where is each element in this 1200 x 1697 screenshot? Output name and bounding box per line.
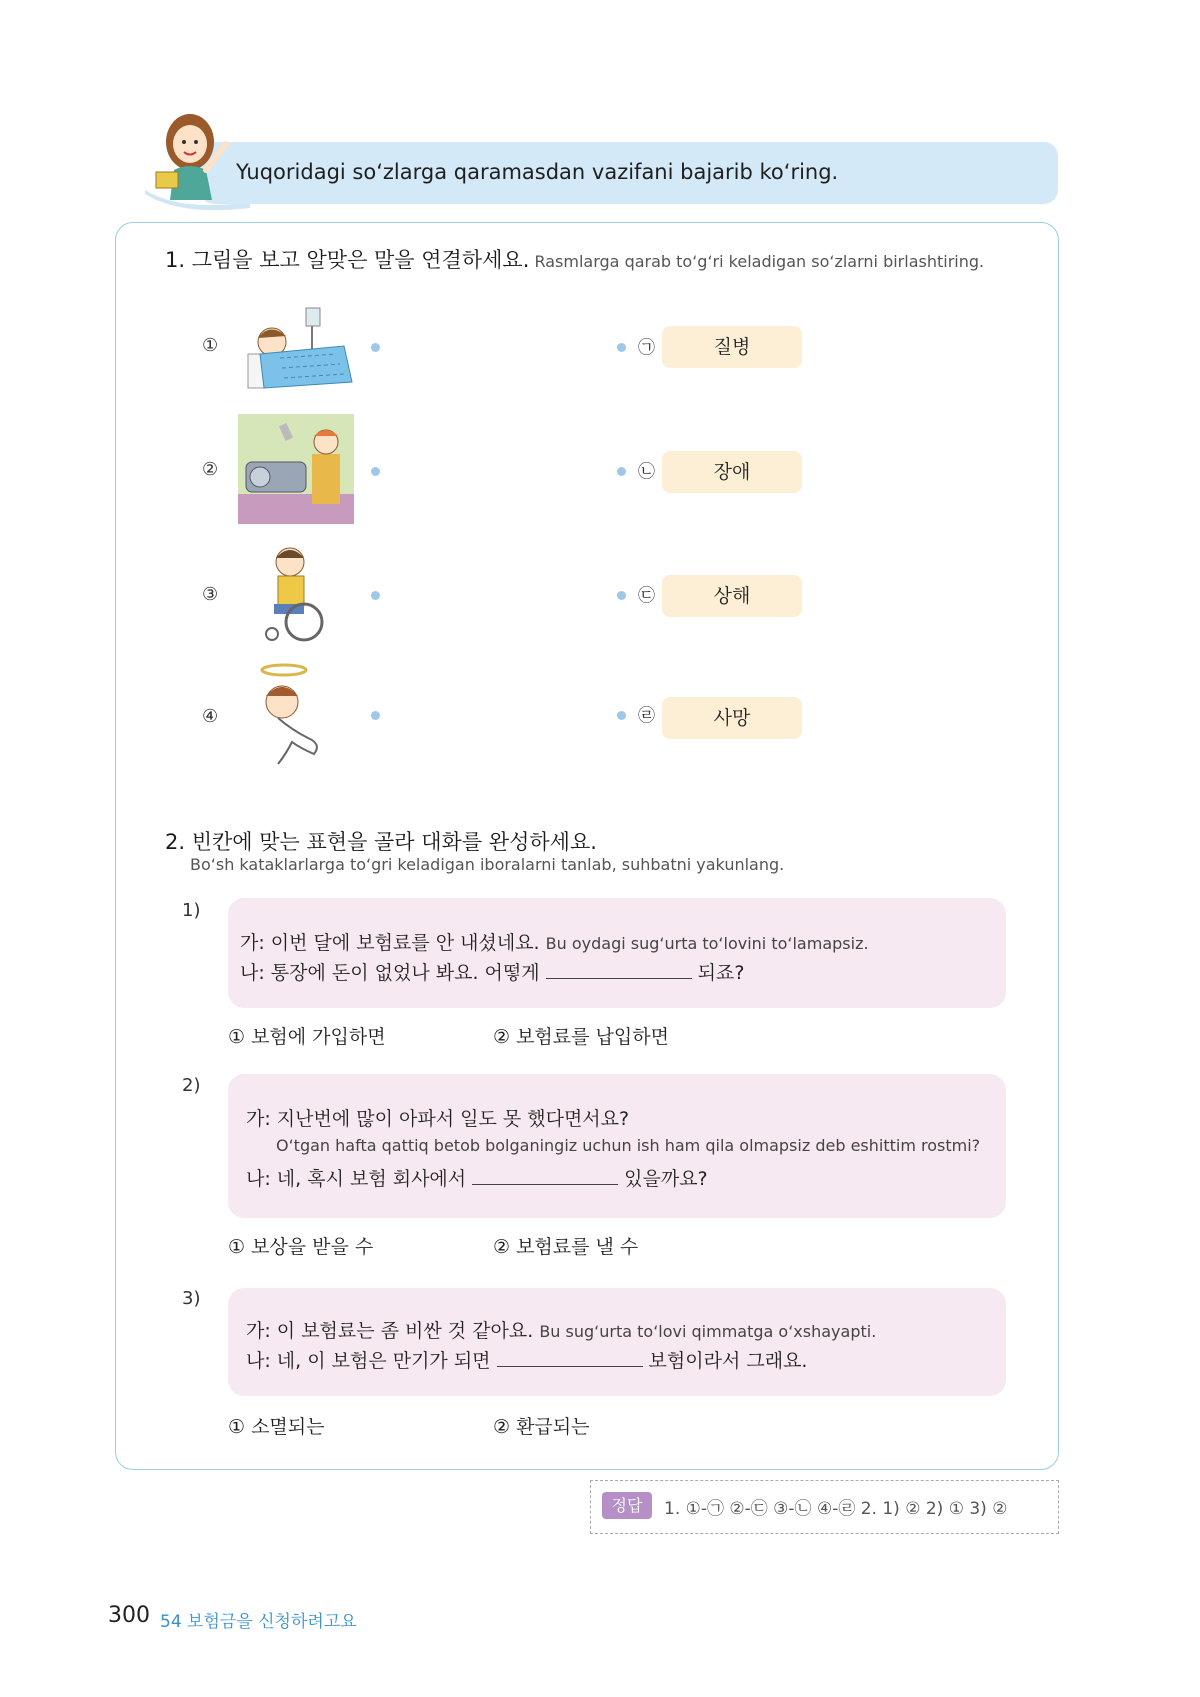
connect-dot-right[interactable]	[617, 467, 626, 476]
choice-1[interactable]: ① 소멸되는	[228, 1416, 325, 1438]
row-number: ②	[202, 459, 219, 480]
item-number: 2)	[182, 1075, 201, 1096]
answer-badge: 정답	[602, 1492, 652, 1519]
dialog-line-b	[246, 1164, 708, 1191]
answer-blank[interactable]	[472, 1166, 618, 1185]
choice-2[interactable]: ② 보험료를 낼 수	[493, 1236, 639, 1258]
item-number: 3)	[182, 1288, 201, 1309]
connect-dot-right[interactable]	[617, 343, 626, 352]
page-number: 300	[108, 1603, 150, 1628]
line-b-prefix: 나: 네, 이 보험은 만기가 되면	[246, 1350, 491, 1372]
word-card: 상해	[662, 575, 802, 617]
connect-dot-left[interactable]	[371, 591, 380, 600]
row-number: ④	[202, 706, 219, 727]
answer-blank[interactable]	[497, 1348, 643, 1367]
angel-image	[256, 662, 334, 768]
chapter-title: 54 보험금을 신청하려고요	[160, 1612, 357, 1632]
option-marker: ㉠	[638, 338, 655, 358]
option-marker: ㉡	[638, 462, 655, 482]
connect-dot-right[interactable]	[617, 591, 626, 600]
word-card: 사망	[662, 697, 802, 739]
dialog-line-b	[240, 958, 744, 985]
wheelchair-image	[260, 540, 330, 644]
item-number: 1)	[182, 900, 201, 921]
connect-dot-left[interactable]	[371, 467, 380, 476]
option-marker: ㉣	[638, 706, 655, 726]
choice-2[interactable]: ② 보험료를 납입하면	[493, 1026, 669, 1048]
factory-accident-image	[238, 414, 354, 524]
dialog-line-b	[246, 1346, 807, 1373]
connect-dot-left[interactable]	[371, 711, 380, 720]
line-b-suffix: 되죠?	[697, 962, 745, 984]
answer-blank[interactable]	[546, 960, 692, 979]
choice-1[interactable]: ① 보험에 가입하면	[228, 1026, 386, 1048]
line-a-korean: 가: 이 보험료는 좀 비싼 것 같아요.	[246, 1320, 534, 1342]
q2-title: 2. 빈칸에 맞는 표현을 골라 대화를 완성하세요.	[165, 830, 597, 854]
line-b-suffix: 있을까요?	[624, 1168, 708, 1190]
line-a-korean: 가: 이번 달에 보험료를 안 내셨네요.	[240, 932, 540, 954]
q1-title: 1. 그림을 보고 알맞은 말을 연결하세요.	[165, 248, 530, 272]
dialog-line-a-translation	[276, 1134, 980, 1156]
q2-subtitle: Bo‘sh kataklarlarga to‘gri keladigan iboralarni tanlab, suhbatni yakunlang.	[190, 855, 785, 874]
sick-in-bed-image	[240, 302, 360, 394]
line-b-prefix: 나: 네, 혹시 보험 회사에서	[246, 1168, 467, 1190]
row-number: ③	[202, 584, 219, 605]
choice-2[interactable]: ② 환급되는	[493, 1416, 590, 1438]
dialog-line-a	[246, 1316, 876, 1343]
teacher-illustration	[148, 104, 248, 200]
q1-header	[165, 244, 984, 274]
word-card: 질병	[662, 326, 802, 368]
answer-key-text: 1. ①-㉠ ②-㉢ ③-㉡ ④-㉣ 2. 1) ② 2) ① 3) ②	[664, 1499, 1008, 1519]
line-b-prefix: 나: 통장에 돈이 없었나 봐요. 어떻게	[240, 962, 540, 984]
option-marker: ㉢	[638, 586, 655, 606]
instruction-text: Yuqoridagi so‘zlarga qaramasdan vazifani bajarib ko‘ring.	[236, 160, 839, 184]
q1-subtitle: Rasmlarga qarab to‘g‘ri keladigan so‘zlarni birlashtiring.	[534, 252, 985, 271]
row-number: ①	[202, 335, 219, 356]
line-b-suffix: 보험이라서 그래요.	[648, 1350, 808, 1372]
connect-dot-left[interactable]	[371, 343, 380, 352]
word-card: 장애	[662, 451, 802, 493]
choice-1[interactable]: ① 보상을 받을 수	[228, 1236, 374, 1258]
line-a-translation: Bu oydagi sug‘urta to‘lovini to‘lamapsiz.	[545, 934, 869, 953]
dialog-line-a	[240, 928, 869, 955]
line-a-translation: O‘tgan hafta qattiq betob bolganingiz uchun ish ham qila olmapsiz deb eshittim rostmi?	[276, 1136, 981, 1155]
dialog-line-a: 가: 지난번에 많이 아파서 일도 못 했다면서요?	[246, 1108, 630, 1130]
line-a-translation: Bu sug‘urta to‘lovi qimmatga o‘xshayapti.	[539, 1322, 877, 1341]
connect-dot-right[interactable]	[617, 711, 626, 720]
